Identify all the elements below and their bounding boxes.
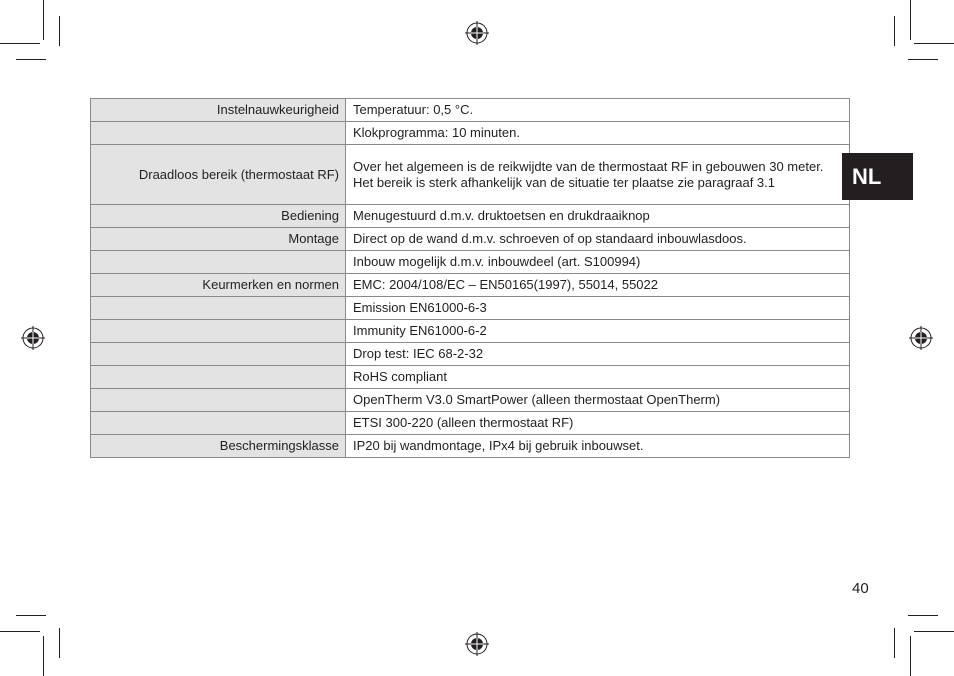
crop-mark — [908, 59, 938, 60]
crop-mark — [894, 628, 895, 658]
spec-label — [91, 366, 346, 389]
table-row — [91, 145, 850, 205]
crop-mark — [914, 631, 954, 632]
crop-mark — [43, 0, 44, 40]
table-row — [91, 99, 850, 122]
crop-mark — [59, 16, 60, 46]
spec-value-line: OpenTherm V3.0 SmartPower (alleen thermostaat OpenTherm) — [353, 392, 721, 407]
spec-value-line: Over het algemeen is de reikwijdte van de thermostaat RF in gebouwen 30 meter. — [353, 158, 824, 174]
spec-label — [91, 412, 346, 435]
crop-mark — [910, 0, 911, 40]
spec-value-line: Emission EN61000-6-3 — [353, 300, 487, 315]
table-row — [91, 251, 850, 274]
spec-value — [346, 435, 850, 458]
spec-value — [346, 274, 850, 297]
spec-label — [91, 389, 346, 412]
spec-value-line: Temperatuur: 0,5 °C. — [353, 102, 474, 117]
registration-mark-icon — [21, 326, 45, 350]
crop-mark — [59, 628, 60, 658]
spec-value-line: EMC: 2004/108/EC – EN50165(1997), 55014, 55022 — [353, 277, 658, 292]
spec-label — [91, 297, 346, 320]
spec-value-line: Direct op de wand d.m.v. schroeven of op standaard inbouwlasdoos. — [353, 231, 747, 246]
table-row — [91, 412, 850, 435]
spec-value — [346, 412, 850, 435]
spec-value-line: Menugestuurd d.m.v. druktoetsen en drukdraaiknop — [353, 208, 650, 223]
crop-mark — [914, 43, 954, 44]
spec-value — [346, 297, 850, 320]
crop-mark — [894, 16, 895, 46]
spec-value-line: Inbouw mogelijk d.m.v. inbouwdeel (art. S100994) — [353, 254, 641, 269]
spec-value-line: ETSI 300-220 (alleen thermostaat RF) — [353, 415, 574, 430]
spec-value — [346, 205, 850, 228]
table-row — [91, 274, 850, 297]
spec-label: Draadloos bereik (thermostaat RF) — [91, 145, 346, 205]
table-row — [91, 297, 850, 320]
spec-value-line: RoHS compliant — [353, 369, 447, 384]
specifications-table — [90, 98, 850, 458]
registration-mark-icon — [465, 21, 489, 45]
spec-value — [346, 228, 850, 251]
crop-mark — [0, 631, 40, 632]
page-number: 40 — [852, 580, 869, 597]
table-row — [91, 366, 850, 389]
spec-value — [346, 320, 850, 343]
spec-label — [91, 122, 346, 145]
registration-mark-icon — [909, 326, 933, 350]
spec-value-line: Het bereik is sterk afhankelijk van de situatie ter plaatse zie paragraaf 3.1 — [353, 174, 776, 190]
table-row — [91, 435, 850, 458]
spec-value — [346, 251, 850, 274]
crop-mark — [908, 615, 938, 616]
table-row — [91, 389, 850, 412]
language-tab: NL — [842, 153, 913, 200]
crop-mark — [0, 43, 40, 44]
spec-label: Beschermingsklasse — [91, 435, 346, 458]
spec-value-line: Drop test: IEC 68-2-32 — [353, 346, 484, 361]
crop-mark — [43, 636, 44, 676]
crop-mark — [16, 615, 46, 616]
spec-value — [346, 145, 850, 205]
spec-value — [346, 389, 850, 412]
table-row — [91, 228, 850, 251]
crop-mark — [16, 59, 46, 60]
spec-value — [346, 366, 850, 389]
table-row — [91, 205, 850, 228]
spec-label — [91, 251, 346, 274]
spec-value-line: Immunity EN61000-6-2 — [353, 323, 487, 338]
spec-value — [346, 99, 850, 122]
table-row — [91, 122, 850, 145]
spec-label: Montage — [91, 228, 346, 251]
spec-label: Instelnauwkeurigheid — [91, 99, 346, 122]
spec-label: Bediening — [91, 205, 346, 228]
spec-value — [346, 343, 850, 366]
spec-label — [91, 343, 346, 366]
spec-value-line: Klokprogramma: 10 minuten. — [353, 125, 520, 140]
spec-value — [346, 122, 850, 145]
table-row — [91, 343, 850, 366]
spec-value-line: IP20 bij wandmontage, IPx4 bij gebruik inbouwset. — [353, 438, 644, 453]
crop-mark — [910, 636, 911, 676]
table-row — [91, 320, 850, 343]
spec-label: Keurmerken en normen — [91, 274, 346, 297]
spec-label — [91, 320, 346, 343]
registration-mark-icon — [465, 632, 489, 656]
